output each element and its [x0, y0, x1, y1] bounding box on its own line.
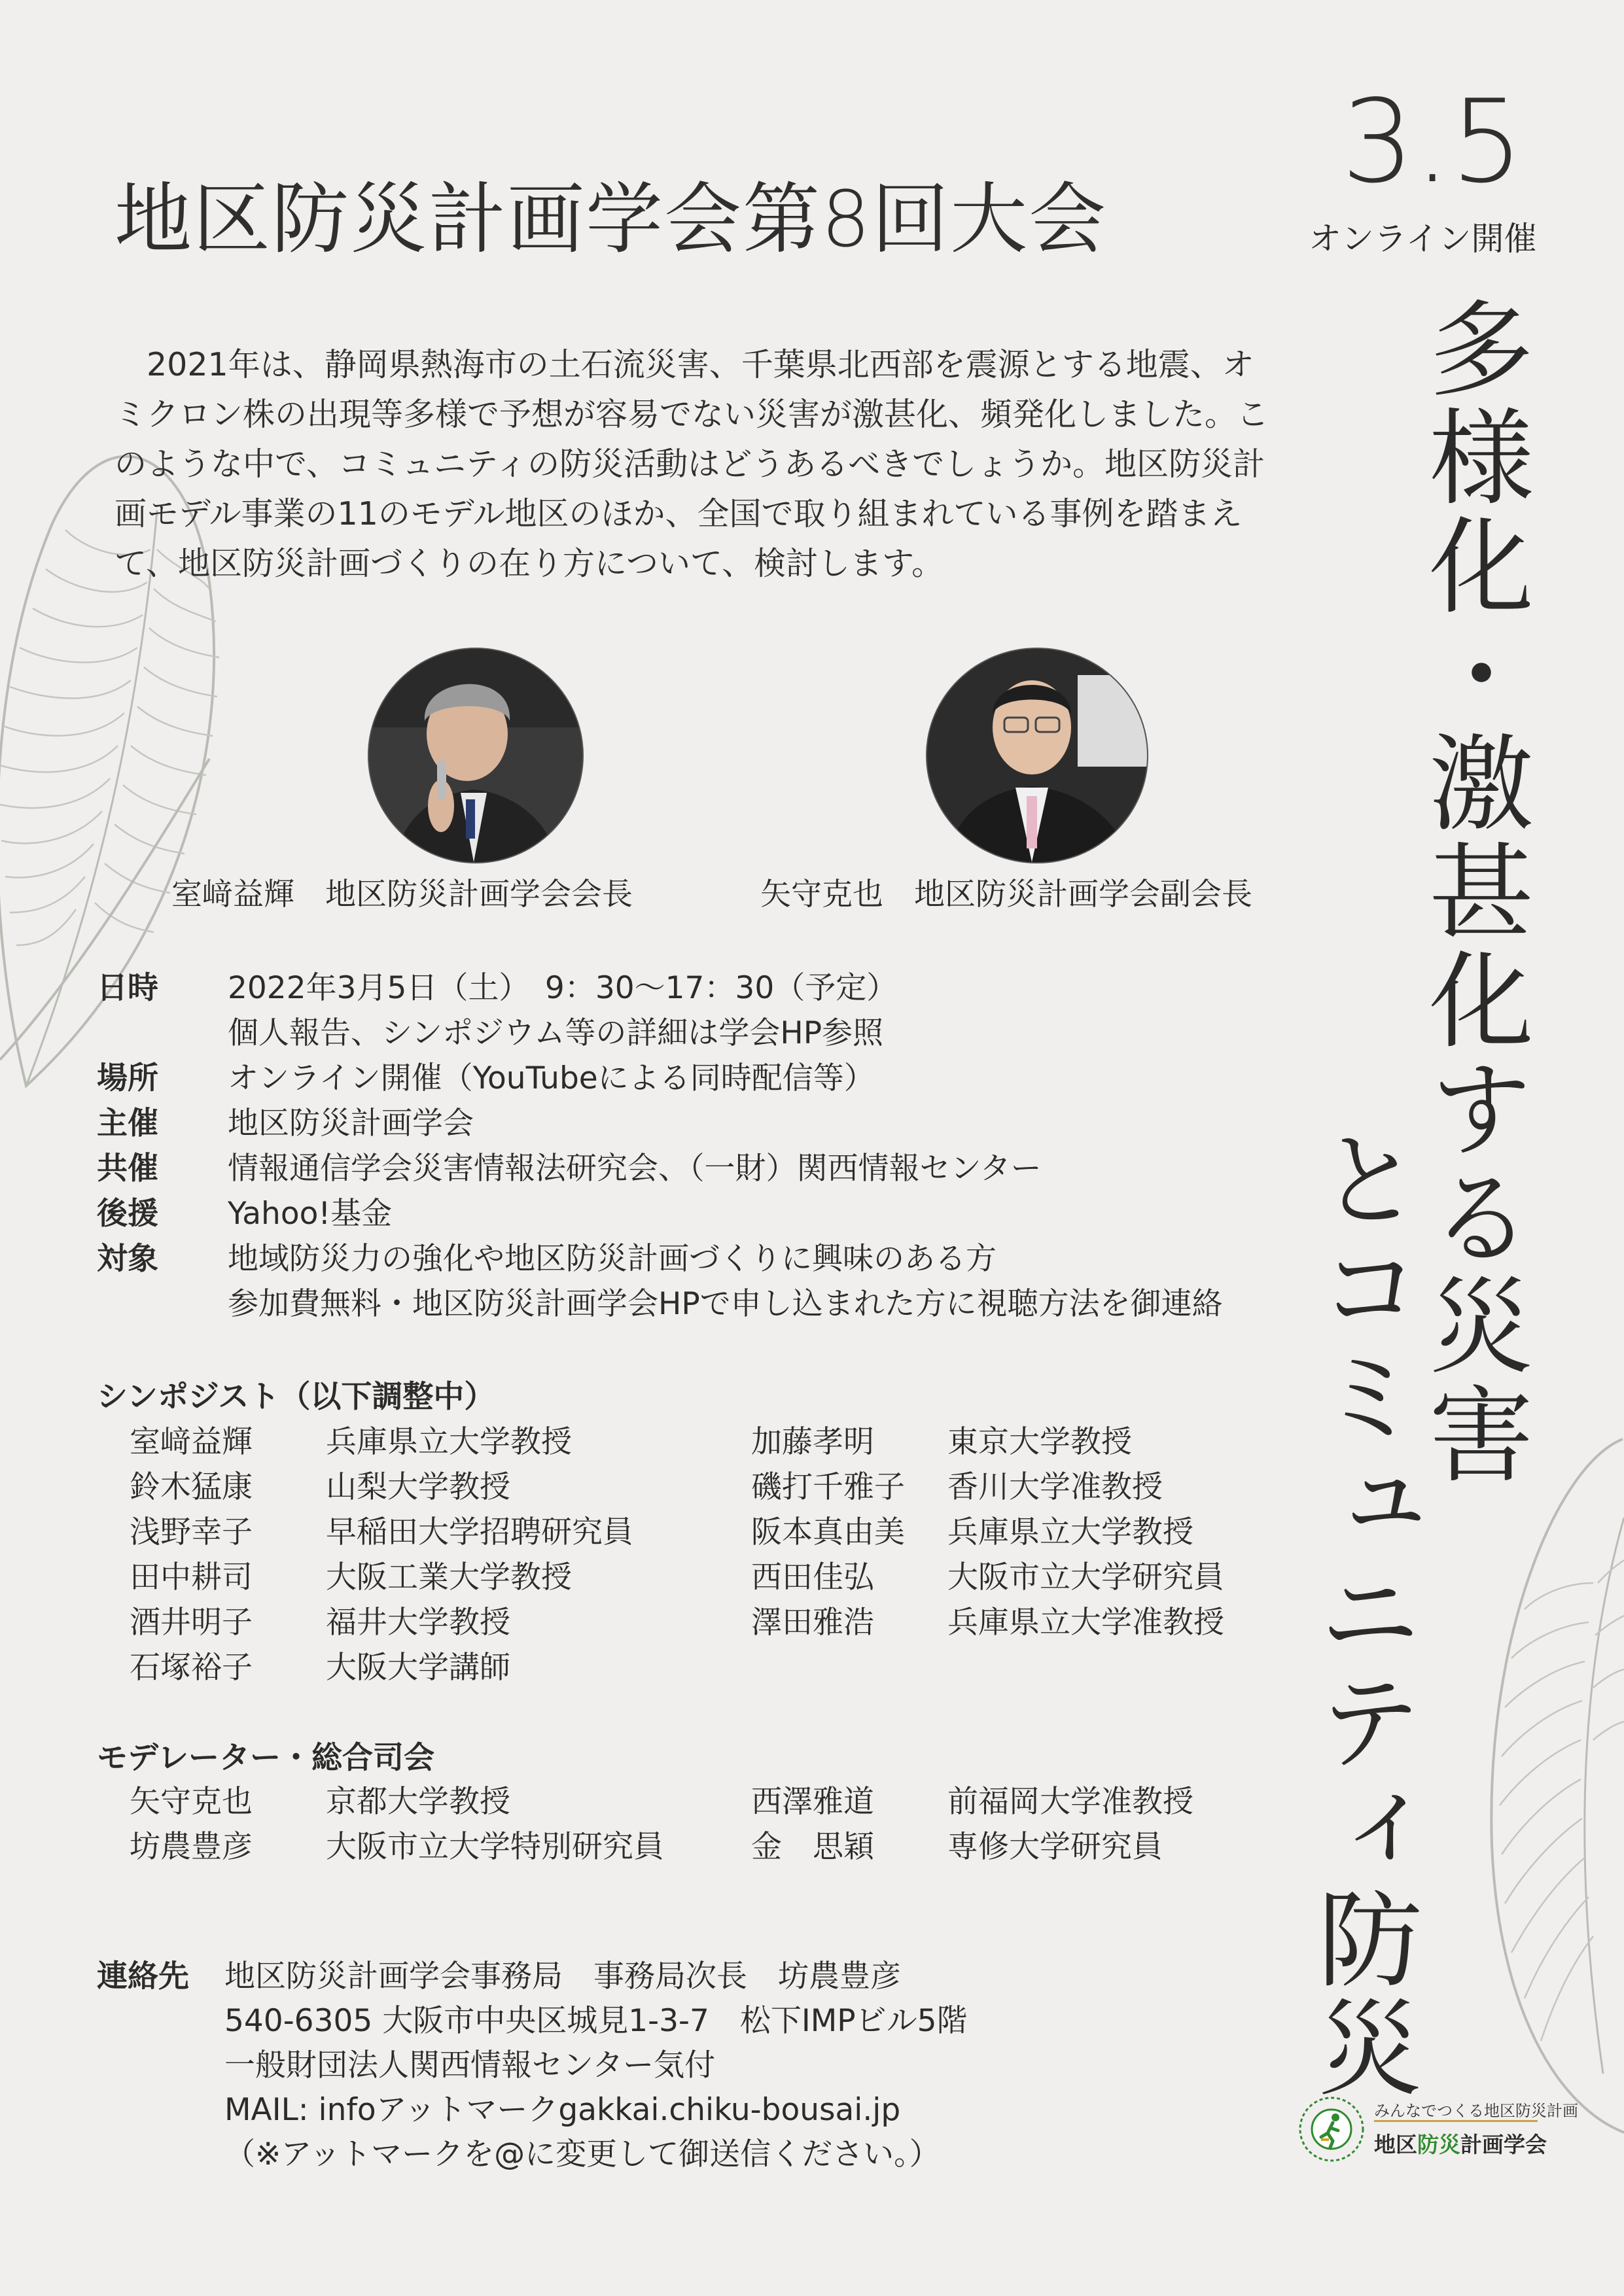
- person-name: 室﨑益輝: [130, 1424, 253, 1460]
- info-row: [97, 1101, 1223, 1146]
- contact-row: [97, 1999, 968, 2044]
- person-row: [130, 1510, 633, 1555]
- event-title: 地区防災計画学会第8回大会: [115, 174, 1108, 264]
- person-title: 兵庫県立大学教授: [326, 1424, 572, 1460]
- info-label: [97, 1281, 228, 1327]
- person-title: 大阪市立大学研究員: [947, 1559, 1224, 1595]
- intro-text: [115, 340, 1286, 589]
- speaker-photo-1: [368, 648, 584, 863]
- person-name: 西澤雅道: [751, 1784, 874, 1820]
- person-row: [751, 1824, 1193, 1870]
- intro-paragraph: 2021年は、静岡県熱海市の土石流災害、千葉県北西部を震源とする地震、オミクロン株の出現等多様で予想が容易でない災害が激甚化、頻発化しました。このような中で、コミュニティの防災活動はどうあるべきでしょうか。地区防災計画モデル事業の11のモデル地区のほか、全国で取り組まれている事例を踏まえて、地区防災計画づくりの在り方について、検討します。: [115, 346, 1269, 582]
- contact-row: [97, 1955, 968, 1999]
- person-title: 専修大学研究員: [947, 1829, 1163, 1865]
- event-format: オンライン開催: [1309, 220, 1537, 258]
- speaker-caption-1: 室﨑益輝 地区防災計画学会会長: [171, 877, 633, 913]
- info-value: オンライン開催（YouTubeによる同時配信等）: [228, 1060, 875, 1096]
- logo-name-accent: 防災: [1417, 2132, 1460, 2157]
- contact-block: [97, 1955, 968, 2177]
- contact-email[interactable]: MAIL: infoアットマークgakkai.chiku-bousai.jp: [224, 2092, 901, 2128]
- person-row: [751, 1779, 1193, 1824]
- person-row: [130, 1779, 664, 1824]
- person-row: [130, 1465, 633, 1510]
- info-label: 日時: [97, 970, 158, 1006]
- contact-line: 540-6305 大阪市中央区城見1-3-7 松下IMPビル5階: [224, 2003, 968, 2039]
- person-name: 浅野幸子: [130, 1514, 253, 1550]
- info-label: 主催: [97, 1105, 158, 1141]
- person-title: 兵庫県立大学教授: [947, 1514, 1193, 1550]
- person-row: [751, 1510, 1224, 1555]
- info-row: [97, 1236, 1223, 1281]
- logo-name-part: 地区: [1374, 2132, 1417, 2157]
- person-title: 福井大学教授: [326, 1605, 510, 1641]
- person-title: 大阪工業大学教授: [326, 1559, 572, 1595]
- person-title: 東京大学教授: [947, 1424, 1132, 1460]
- symposists-heading: シンポジスト（以下調整中）: [97, 1379, 495, 1415]
- speaker-photo-2: [926, 648, 1148, 863]
- contact-line: 地区防災計画学会事務局 事務局次長 坊農豊彦: [224, 1958, 901, 1994]
- moderators-heading: モデレーター・総合司会: [97, 1740, 435, 1776]
- person-row: [130, 1824, 664, 1870]
- person-title: 大阪大学講師: [326, 1650, 510, 1686]
- event-date: 3.5: [1341, 76, 1524, 209]
- person-photo-icon: [927, 649, 1147, 862]
- info-value: 情報通信学会災害情報法研究会、（一財）関西情報センター: [228, 1151, 1042, 1187]
- person-name: 坊農豊彦: [130, 1829, 253, 1865]
- person-row: [751, 1419, 1224, 1465]
- person-name: 澤田雅浩: [751, 1605, 874, 1641]
- moderators-list-left: [130, 1779, 664, 1870]
- symposists-list-right: [751, 1419, 1224, 1645]
- info-label: [97, 1011, 228, 1056]
- info-value: 地区防災計画学会: [228, 1105, 474, 1141]
- info-label: 共催: [97, 1151, 158, 1187]
- info-value: Yahoo!基金: [228, 1196, 393, 1232]
- person-title: 大阪市立大学特別研究員: [326, 1829, 664, 1865]
- contact-row: [97, 2088, 968, 2132]
- info-label: 対象: [97, 1241, 158, 1277]
- person-name: 田中耕司: [130, 1559, 253, 1595]
- person-name: 鈴木猛康: [130, 1469, 253, 1505]
- contact-label: 連絡先: [97, 1958, 189, 1994]
- person-name: 金 思穎: [751, 1829, 874, 1865]
- info-value: 2022年3月5日（土） 9：30～17：30（予定）: [228, 970, 898, 1006]
- person-row: [130, 1600, 633, 1645]
- person-name: 阪本真由美: [751, 1514, 905, 1550]
- info-row: [97, 1056, 1223, 1101]
- person-row: [130, 1555, 633, 1600]
- speaker-caption-2: 矢守克也 地区防災計画学会副会長: [760, 877, 1252, 913]
- logo-name-part: 計画学会: [1460, 2132, 1547, 2157]
- person-title: 山梨大学教授: [326, 1469, 510, 1505]
- person-name: 加藤孝明: [751, 1424, 874, 1460]
- info-row: [97, 1281, 1223, 1327]
- info-value: 個人報告、シンポジウム等の詳細は学会HP参照: [228, 1015, 884, 1051]
- person-row: [751, 1555, 1224, 1600]
- info-label: 後援: [97, 1196, 158, 1232]
- contact-line: （※アットマークを@に変更して御送信ください。）: [224, 2136, 940, 2172]
- person-photo-icon: [369, 649, 582, 862]
- info-row: [97, 1191, 1223, 1236]
- person-name: 西田佳弘: [751, 1559, 874, 1595]
- logo-divider: [1374, 2120, 1538, 2122]
- person-name: 磯打千雅子: [751, 1469, 905, 1505]
- society-logo: [1292, 2090, 1578, 2168]
- logo-tagline: みんなでつくる地区防災計画: [1374, 2102, 1578, 2120]
- moderators-list-right: [751, 1779, 1193, 1870]
- person-row: [751, 1600, 1224, 1645]
- info-value: 地域防災力の強化や地区防災計画づくりに興味のある方: [228, 1241, 997, 1277]
- person-row: [751, 1465, 1224, 1510]
- info-value: 参加費無料・地区防災計画学会HPで申し込まれた方に視聴方法を御連絡: [228, 1286, 1223, 1322]
- info-row: [97, 1011, 1223, 1056]
- person-name: 酒井明子: [130, 1605, 253, 1641]
- info-row: [97, 1146, 1223, 1191]
- theme-line-2: とコミュニティ防災: [1300, 1125, 1422, 2102]
- info-row: [97, 965, 1223, 1011]
- contact-row: [97, 2044, 968, 2088]
- contact-row: [97, 2132, 968, 2177]
- info-label: 場所: [97, 1060, 158, 1096]
- leaf-decoration-right: [1426, 1387, 1624, 2139]
- person-row: [130, 1419, 633, 1465]
- person-row: [130, 1645, 633, 1690]
- person-title: 京都大学教授: [326, 1784, 510, 1820]
- running-person-logo-icon: [1292, 2090, 1371, 2168]
- contact-line: 一般財団法人関西情報センター気付: [224, 2047, 716, 2083]
- person-name: 矢守克也: [130, 1784, 253, 1820]
- person-title: 香川大学准教授: [947, 1469, 1163, 1505]
- theme-line-1: 多様化・激甚化する災害: [1411, 294, 1534, 1489]
- event-info: [97, 965, 1223, 1327]
- person-title: 早稲田大学招聘研究員: [326, 1514, 633, 1550]
- person-title: 兵庫県立大学准教授: [947, 1605, 1224, 1641]
- person-title: 前福岡大学准教授: [947, 1784, 1193, 1820]
- logo-name: [1374, 2128, 1547, 2159]
- symposists-list-left: [130, 1419, 633, 1690]
- person-name: 石塚裕子: [130, 1650, 253, 1686]
